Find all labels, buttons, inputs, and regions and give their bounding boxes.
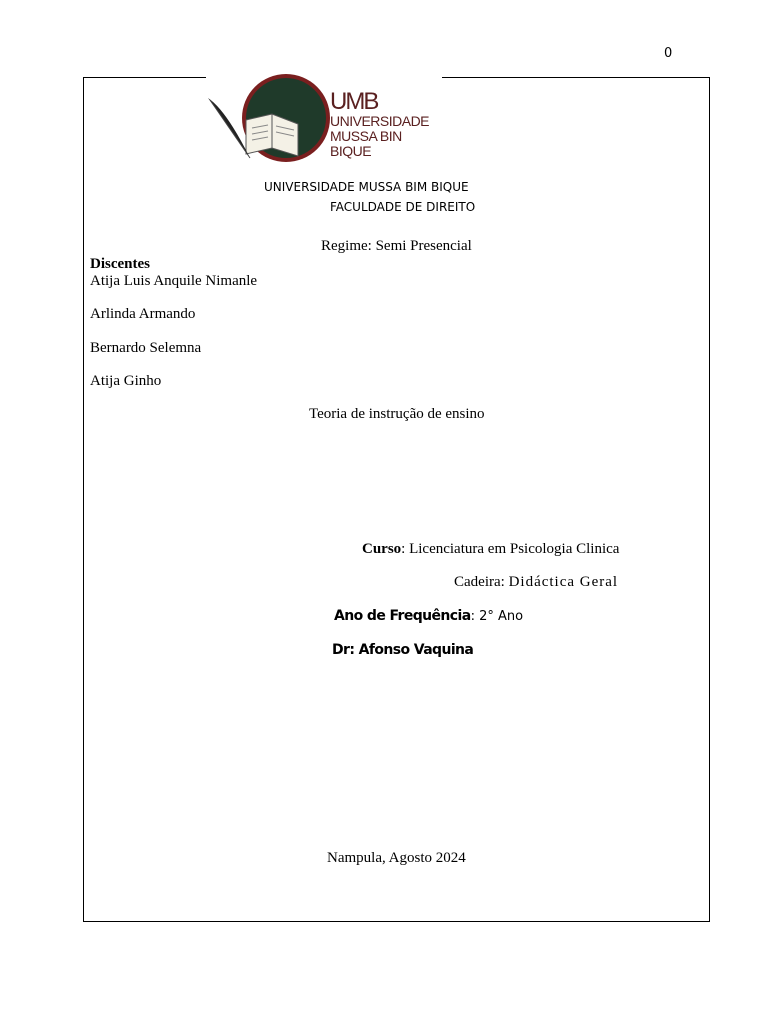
students-heading: Discentes xyxy=(90,256,150,272)
course-label: Curso xyxy=(362,541,402,557)
document-title: Teoria de instrução de ensino xyxy=(309,406,485,422)
teacher-name: Dr: Afonso Vaquina xyxy=(332,642,474,658)
faculty-name: FACULDADE DE DIREITO xyxy=(330,200,476,214)
student-name: Atija Luis Anquile Nimanle xyxy=(90,273,258,289)
page-number: 0 xyxy=(664,46,673,61)
course-value: : Licenciatura em Psicologia Clinica xyxy=(401,541,620,557)
student-name: Atija Ginho xyxy=(90,373,162,389)
subject-label: Cadeira: xyxy=(454,574,509,590)
logo-wordmark xyxy=(330,90,442,159)
logo-emblem-icon xyxy=(206,70,330,166)
year-label: Ano de Frequência xyxy=(334,608,471,624)
logo-line1: UNIVERSIDADE xyxy=(330,113,430,129)
subject-value: Didáctica Geral xyxy=(508,574,619,590)
regime-text: Regime: Semi Presencial xyxy=(321,238,472,254)
university-logo xyxy=(206,70,442,166)
year-value: : 2° Ano xyxy=(470,609,524,624)
logo-abbr: UMB xyxy=(330,88,378,115)
year-line xyxy=(334,607,523,625)
place-date: Nampula, Agosto 2024 xyxy=(327,850,466,866)
course-line xyxy=(362,541,619,558)
student-name: Arlinda Armando xyxy=(90,306,196,322)
university-name: UNIVERSIDADE MUSSA BIM BIQUE xyxy=(264,180,469,194)
subject-line xyxy=(454,574,618,591)
student-name: Bernardo Selemna xyxy=(90,340,202,356)
logo-line2: MUSSA BIN BIQUE xyxy=(330,128,402,159)
